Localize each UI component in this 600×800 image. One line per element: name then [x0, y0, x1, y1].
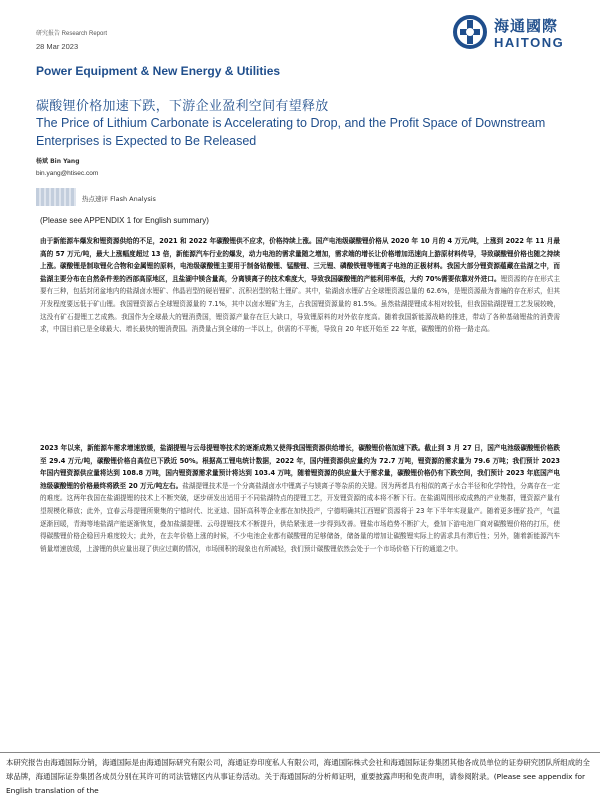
appendix-note: (Please see APPENDIX 1 for English summary): [40, 216, 209, 225]
paragraph-2: [40, 442, 560, 555]
paragraph-1-rest: 锂资源的存在形式主要有三种，包括封闭盆地内的盐湖卤水锂矿、伟晶岩型的硬岩锂矿、沉积岩型的粘土锂矿。其中，盐湖卤水锂矿占全球锂资源总量的 62.6%，是锂资源最为普遍的存在形式，但其开发程度要远低于矿山锂。我国锂资源占全球锂资源量的 7.1%，其中以卤水锂矿为主，占我国锂资源量的 81.5%。虽然盐湖提锂成本相对较低，但我国盐湖提锂工艺发展较晚，这没有矿石提锂工艺成熟。我国作为全球最大的锂消费国，锂资源产量存在巨大缺口，导致锂原料的对外依存度高。随着我国新能源战略的推进，带动了各种基础锂盐的消费需求，中国目前已是全球最大、增长最快的锂消费国。消费量占到全球的一半以上，供需的不平衡，导致自 20 年底开始至 22 年底，碳酸锂的价格一路走高。: [40, 274, 561, 334]
report-date: 28 Mar 2023: [36, 42, 79, 51]
report-label: 研究报告 Research Report: [36, 31, 108, 37]
haitong-logo-icon: [452, 14, 488, 50]
footer-disclaimer: 本研究报告由海通国际分销，海通国际是由海通国际研究有限公司，海通证券印度私人有限公司，海通国际株式会社和海通国际证券集团其他各成员单位的证券研究团队所组成的全球品牌，海通国际证券集团各成员分别在其许可的司法管辖区内从事证券活动。关于海通国际的分析师证明，重要披露声明和免责声明，请参阅附录。(Please see appendix for English translation of the: [6, 758, 590, 795]
haitong-logo: [452, 14, 592, 50]
paragraph-2-bold: 2023 年以来，新能源车需求增速放缓，盐湖提锂与云母提锂等技术的逐渐成熟又使得我国锂资源供给增长，碳酸锂价格加速下跌。截止到 3 月 27 日，国产电池级碳酸锂价格跌至 29.4 万元/吨，碳酸锂价格自高位已下跌近 50%。根据高工锂电统计数据，2022 年，国内锂资源供应量约为 72.7 万吨，锂资源的需求量为 79.6 万吨；我们预计 2023 年国内锂资源供应量将达到 108.8 万吨，国内锂资源需求量预计将达到 103.4 万吨，随着锂资源的供应量大于需求量，碳酸锂价格仍有下跌空间，我们预计 2023 年底国产电池级碳酸锂的价格最终将跌至 20 万元/吨左右。: [40, 444, 560, 490]
footer-divider: [0, 752, 600, 753]
sector-title: Power Equipment & New Energy & Utilities: [36, 64, 281, 78]
title-chinese: 碳酸锂价格加速下跌，下游企业盈利空间有望释放: [36, 99, 329, 114]
author-name: 杨斌 Bin Yang: [36, 158, 80, 165]
flash-analysis-marker: [36, 188, 76, 206]
flash-analysis-label: 热点速评 Flash Analysis: [82, 195, 156, 203]
paragraph-1: [40, 235, 560, 336]
author-email[interactable]: bin.yang@htisec.com: [36, 170, 99, 177]
title-english: The Price of Lithium Carbonate is Accelerating to Drop, and the Profit Space of Downstream Enterprises is Expected to Be Released: [36, 116, 546, 148]
logo-english: HAITONG: [494, 35, 565, 50]
logo-chinese: 海通國際: [494, 17, 559, 35]
paragraph-2-rest: 盐湖提锂技术是一个分离盐湖卤水中锂离子与镁离子等杂质的关键。因为两者具有相似的离子水合半径和化学特性，分离存在一定的难度。这两年我国在盐湖提锂的技术上不断突破，逐步研发出适用于不同盐湖特点的提锂工艺，开发锂资源的成本将不断下行。在盐湖周围形成成熟的产业集群，锂资源产量有望规模化释放；此外，宜春云母提锂所聚集的宁德时代、比亚迪、国轩高科等企业都在加快投产，宁德明确其江西锂矿资源将于 23 年下半年实现量产。随着更多锂矿投产，气温逐渐回暖，青海等地盐湖产能逐渐恢复，叠加盐湖提锂、云母提锂技术不断提升，供给紧张进一步得到改善。锂盐市场趋势不断扩大，叠加下游电池厂商对碳酸锂价格的打压，使得碳酸锂价格企稳回升难度较大；此外，在去年价格上涨的时候，不少电池企业都有碳酸锂的足够储备，储备量的增加让碳酸锂实际上的需求具有滞后性；另外，随着新能源汽车销量增速放缓，上游锂的供应量出现了供应过剩的情况，市场囤积的现象也有所减轻，我们预计碳酸锂依然会处于一个市场价格下行的通道之中。: [40, 481, 560, 553]
paragraph-1-bold: 由于新能源车爆发和锂资源供给的不足，2021 和 2022 年碳酸锂供不应求，价格持续上涨。国产电池级碳酸锂价格从 2020 年 10 月的 4 万元/吨，上涨到 2022 年 11 月最高的 57 万元/吨，最大上涨幅度超过 13 倍，新能源汽车行业的爆发，动力电池的需求量随之增加，需求端的增长让价格增加迅速向上游原材料传导，导致碳酸锂价格也随之持续上涨。碳酸锂是制取锂化合物和金属锂的原料，电池级碳酸锂主要用于制备钴酸锂、锰酸锂、三元锂、磷酸铁锂等锂离子电池的正极材料。我国大部分锂资源蕴藏在盐湖之中，而盐湖主要分布在自然条件差的西部高原地区，且盐湖中镁含量高，分离镁离子的技术难度大，导致我国碳酸锂的产能利用率低，大约 70%需要依靠对外进口。: [40, 237, 560, 283]
